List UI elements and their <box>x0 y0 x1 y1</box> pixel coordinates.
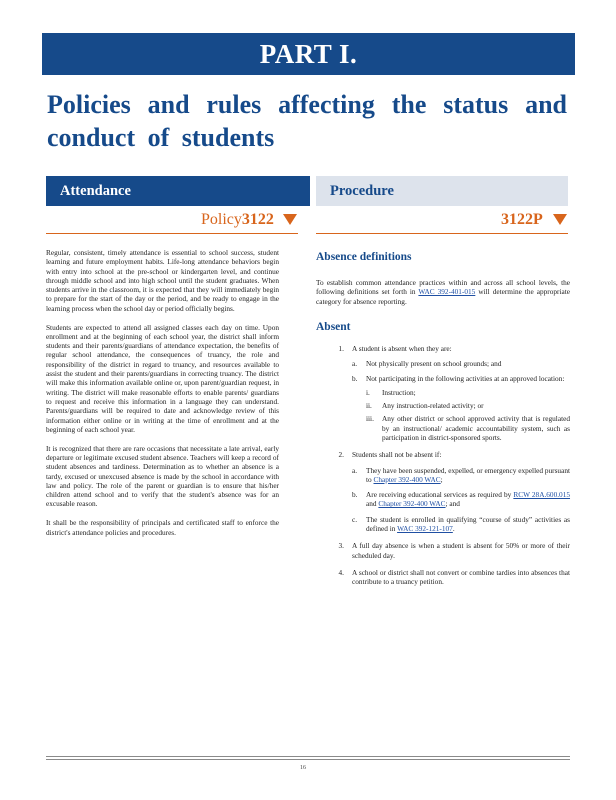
page-number: 16 <box>300 765 306 771</box>
absent-heading: Absent <box>316 320 351 333</box>
policy-body <box>46 248 279 546</box>
sub-item <box>352 374 570 442</box>
roman-num: i. <box>366 387 370 397</box>
procedure-triangle-icon <box>553 214 567 225</box>
absence-definitions-text <box>316 278 570 306</box>
sub-text <box>366 490 570 509</box>
wac-link[interactable]: WAC 392-401-015 <box>418 287 476 297</box>
procedure-body <box>316 250 570 595</box>
policy-paragraph: It shall be the responsibility of principals and certificated staff to enforce the district's attendance policies and procedures. <box>46 518 279 537</box>
sub-text-mid: and <box>366 499 379 509</box>
item-number: 1. <box>338 343 344 353</box>
policy-number-tag <box>201 210 274 230</box>
sub-text-after: ; <box>440 474 443 484</box>
sub-text-part: The student is enrolled in qualifying “course of study” activities as defined in <box>366 514 570 534</box>
policy-paragraph: Students are expected to attend all assigned classes each day on time. Upon enrollment and at the beginning of each school year, the district shall inform students and their parents/guardians of attendance expectation, the benefits of regular school attendance, the consequences of truancy, the role and responsibility of the district in regard to truancy, and resources available to assist the student and their parents/guardians in correcting truancy. The district will make this information available online or, upon parent/guardian request, in writing. The district will make reasonable efforts to enable parents/ guardians to request and receive this information in a language they can understand. Parents/guardians will be required to date and acknowledge review of this information either online or in writing at the time of enrollment and at the beginning of each school year. <box>46 322 279 434</box>
sub-item <box>352 490 570 509</box>
sub-letter: c. <box>352 514 358 524</box>
footer-divider <box>46 759 570 760</box>
list-item <box>316 450 570 533</box>
sub-item <box>352 359 570 368</box>
wac-link[interactable]: WAC 392-121-107 <box>397 524 453 534</box>
roman-item <box>366 401 570 410</box>
sub-text: Not physically present on school grounds; and <box>366 359 502 369</box>
roman-num: iii. <box>366 414 374 424</box>
def-text-before: To establish common attendance practices within and across all school levels, the following definitions set forth in <box>316 278 570 297</box>
sub-text <box>366 466 570 485</box>
rcw-link[interactable]: RCW 28A.600.015 <box>513 490 571 500</box>
def-text-after: will determine the appropriate category for absence reporting. <box>316 287 570 306</box>
sub-text-part: They have been suspended, expelled, or emergency expelled pursuant to <box>366 465 570 484</box>
sub-letter: a. <box>352 359 358 369</box>
roman-text: Any instruction-related activity; or <box>382 401 484 411</box>
item-number: 3. <box>338 541 344 551</box>
policy-divider <box>46 233 298 234</box>
roman-text: Instruction; <box>382 387 416 397</box>
item-text: A student is absent when they are: <box>352 343 452 353</box>
list-item <box>316 568 570 587</box>
attendance-section-header: Attendance <box>46 176 310 206</box>
roman-text: Any other district or school approved activity that is regulated by an instructional/ academic accountability system, such as participation in district-sponsored sports. <box>382 414 570 442</box>
sub-text-part: Are receiving educational services as required by <box>366 490 514 500</box>
sub-text <box>366 515 570 534</box>
roman-num: ii. <box>366 401 372 411</box>
policy-paragraph: Regular, consistent, timely attendance is essential to school success, student learning and future employment habits. Life-long attendance behaviors begin with entry into school at the pre-school or kindergarten level, and continue through middle school and into high school until the student graduates. When students arrive in the classroom, it is expected that they will immediately begin to prepare for the start of the day or the period, and be ready to engage in the learning process when the school day or period officially begins. <box>46 248 279 313</box>
sub-item <box>352 515 570 534</box>
policy-prefix: Policy <box>201 211 242 228</box>
list-item <box>316 541 570 560</box>
policy-number: 3122 <box>241 211 274 228</box>
sub-letter: b. <box>352 490 358 500</box>
sub-item <box>352 466 570 485</box>
sub-text-after: ; and <box>445 499 460 509</box>
footer-divider <box>46 756 570 757</box>
absence-definitions-heading: Absence definitions <box>316 251 412 263</box>
roman-item <box>366 414 570 442</box>
part-banner: PART I. <box>42 33 575 75</box>
list-item <box>316 344 570 442</box>
page-title: Policies and rules affecting the status and conduct of students <box>47 90 567 152</box>
procedure-section-header: Procedure <box>316 176 568 206</box>
procedure-divider <box>316 233 568 234</box>
sub-letter: a. <box>352 465 358 475</box>
item-number: 2. <box>338 450 344 460</box>
sub-text: Not participating in the following activities at an approved location: <box>366 374 565 384</box>
item-text: Students shall not be absent if: <box>352 450 442 460</box>
policy-triangle-icon <box>283 214 297 225</box>
chapter-link[interactable]: Chapter 392-400 WAC <box>373 474 441 484</box>
item-text: A full day absence is when a student is absent for 50% or more of their scheduled day. <box>352 541 570 560</box>
procedure-number-tag: 3122P <box>501 211 543 228</box>
sub-text-after: . <box>452 524 455 534</box>
chapter-link[interactable]: Chapter 392-400 WAC <box>378 499 446 509</box>
item-text: A school or district shall not convert or combine tardies into absences that contribute to a truancy petition. <box>352 567 570 587</box>
absent-list <box>316 344 570 587</box>
roman-item <box>366 388 570 397</box>
item-number: 4. <box>338 567 344 577</box>
policy-paragraph: It is recognized that there are rare occasions that necessitate a late arrival, early departure or legitimate excused student absence. Teachers will keep a record of student absences and tardiness. Determination as to whether an absence is a tardy, excused or unexcused absence is made by the school in accordance with law and policy. The role of the parent or guardian is to ensure that his/her children attend school and to verify that the student's absence was for an excusable reason. <box>46 443 279 509</box>
sub-letter: b. <box>352 374 358 384</box>
